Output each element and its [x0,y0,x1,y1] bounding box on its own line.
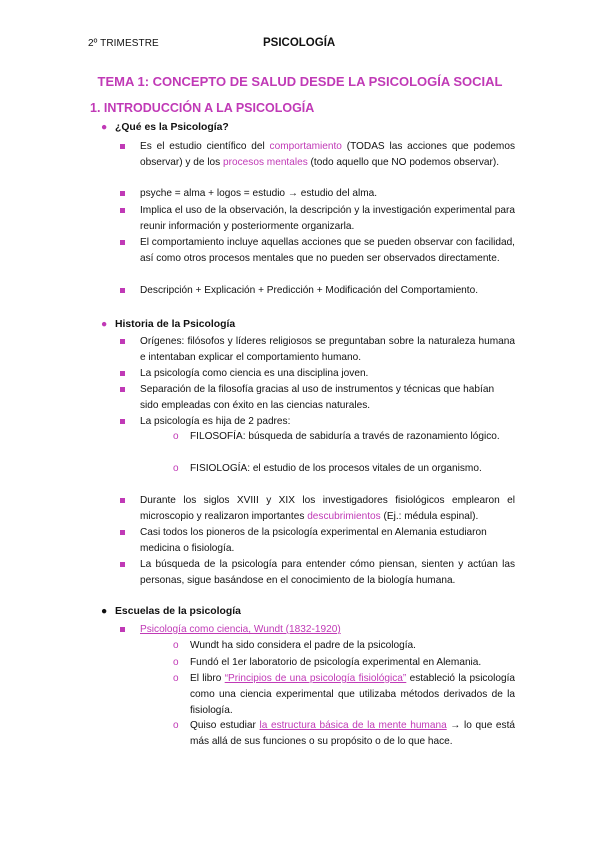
square-bullet-icon [120,288,125,293]
text-span: Orígenes: filósofos y líderes religiosos se preguntaban sobre la naturaleza humana e intentaban explicar el comportamiento humano. [140,336,515,364]
text-span: La búsqueda de la psicología para entender cómo piensan, sienten y actúan las personas, sigue basándose en el conocimiento de la biología humana. [140,559,515,587]
list-item [140,557,515,589]
circle-bullet-icon: o [173,640,179,651]
square-bullet-icon [120,144,125,149]
square-bullet-icon [120,562,125,567]
list-item [140,203,515,235]
text-span: El comportamiento incluye aquellas acciones que se pueden observar con facilidad, así como otros procesos mentales que no pueden ser observados directamente. [140,237,515,265]
text-span: (TODAS las acciones que podemos observar) y de los [140,141,515,169]
square-bullet-icon [120,208,125,213]
bullet-dot-icon: ● [101,606,108,617]
link-principios-libro[interactable]: “Principios de una psicología fisiológica” [224,673,407,684]
text-span: FISIOLOGÍA: el estudio de los procesos vitales de un organismo. [190,463,482,474]
text-span: Descripción + Explicación + Predicción + Modificación del Comportamiento. [140,285,479,296]
square-bullet-icon [120,627,125,632]
circle-bullet-icon: o [173,431,179,442]
list-item [140,382,515,414]
text-span: Es el estudio científico del [140,141,270,152]
text-span: estableció la psicología como una ciencia experimental que utilizaba métodos derivados de la fisiología. [190,673,515,717]
topic-heading-text: Historia de la Psicología [115,319,236,330]
list-item [140,622,515,638]
text-span: (Ej.: médula espinal). [380,511,479,523]
sub-list-item [173,638,515,654]
page-title: TEMA 1: CONCEPTO DE SALUD DESDE LA PSICOLOGÍA SOCIAL [97,74,503,89]
square-bullet-icon [120,339,125,344]
text-span: Casi todos los pioneros de la psicología experimental en Alemania estudiaron medicina o fisiología. [140,527,487,555]
list-item [140,414,515,430]
list-item [140,525,515,557]
text-span: El libro [190,673,225,684]
header-term: 2º TRIMESTRE [88,38,159,49]
topic-heading-schools [101,606,241,617]
list-item [140,235,515,267]
square-bullet-icon [120,387,125,392]
list-item [140,139,515,171]
highlight-procesos-mentales: procesos mentales [223,157,308,169]
square-bullet-icon [120,498,125,503]
topic-heading-history [101,319,236,330]
sub-list-item [173,655,515,671]
text-span: psyche = alma + logos = estudio → estudio del alma. [140,188,378,199]
list-item [140,186,515,202]
text-span: FILOSOFÍA: búsqueda de sabiduría a través de razonamiento lógico. [190,431,500,442]
sub-list-item [173,461,515,477]
list-item [140,366,515,382]
text-span: Quiso estudiar [190,720,260,731]
text-span: Fundó el 1er laboratorio de psicología experimental en Alemania. [190,657,482,668]
sub-list-item [173,429,515,445]
circle-bullet-icon: o [173,463,179,474]
text-span: Wundt ha sido considera el padre de la psicología. [190,640,416,651]
list-item [140,283,515,299]
sub-list-item [173,718,515,750]
square-bullet-icon [120,371,125,376]
link-estructura-mente[interactable]: la estructura básica de la mente humana [259,720,447,731]
square-bullet-icon [120,419,125,424]
list-item [140,334,515,366]
header-subject: PSICOLOGÍA [263,37,336,49]
list-item [140,493,515,525]
highlight-descubrimientos: descubrimientos [307,511,381,523]
text-span: La psicología es hija de 2 padres: [140,416,291,427]
topic-heading-what-is-psychology [101,122,229,133]
sub-list-item [173,671,515,720]
text-span: Durante los siglos XVIII y XIX los investigadores fisiológicos emplearon el microscopio y realizaron importantes [140,495,515,523]
text-span: (todo aquello que NO podemos observar). [307,157,500,169]
text-span: Separación de la filosofía gracias al uso de instrumentos y técnicas que habían sido empleadas con éxito en las ciencias naturales. [140,384,495,412]
topic-heading-text: Escuelas de la psicología [115,606,241,617]
bullet-dot-icon: ● [101,122,108,133]
square-bullet-icon [120,240,125,245]
link-psicologia-como-ciencia[interactable]: Psicología como ciencia, Wundt (1832-1920) [140,624,341,635]
square-bullet-icon [120,191,125,196]
text-span: → lo que está más allá de sus funciones o su propósito o de lo que hace. [190,720,515,748]
circle-bullet-icon: o [173,720,179,731]
topic-heading-text: ¿Qué es la Psicología? [115,122,229,133]
circle-bullet-icon: o [173,657,179,668]
text-span: La psicología como ciencia es una disciplina joven. [140,368,369,379]
section-heading: 1. INTRODUCCIÓN A LA PSICOLOGÍA [90,101,315,115]
highlight-comportamiento: comportamiento [269,141,342,152]
text-span: Implica el uso de la observación, la descripción y la investigación experimental para reunir información y posteriormente organizarla. [140,205,515,233]
circle-bullet-icon: o [173,673,179,684]
bullet-dot-icon: ● [101,319,108,330]
square-bullet-icon [120,530,125,535]
